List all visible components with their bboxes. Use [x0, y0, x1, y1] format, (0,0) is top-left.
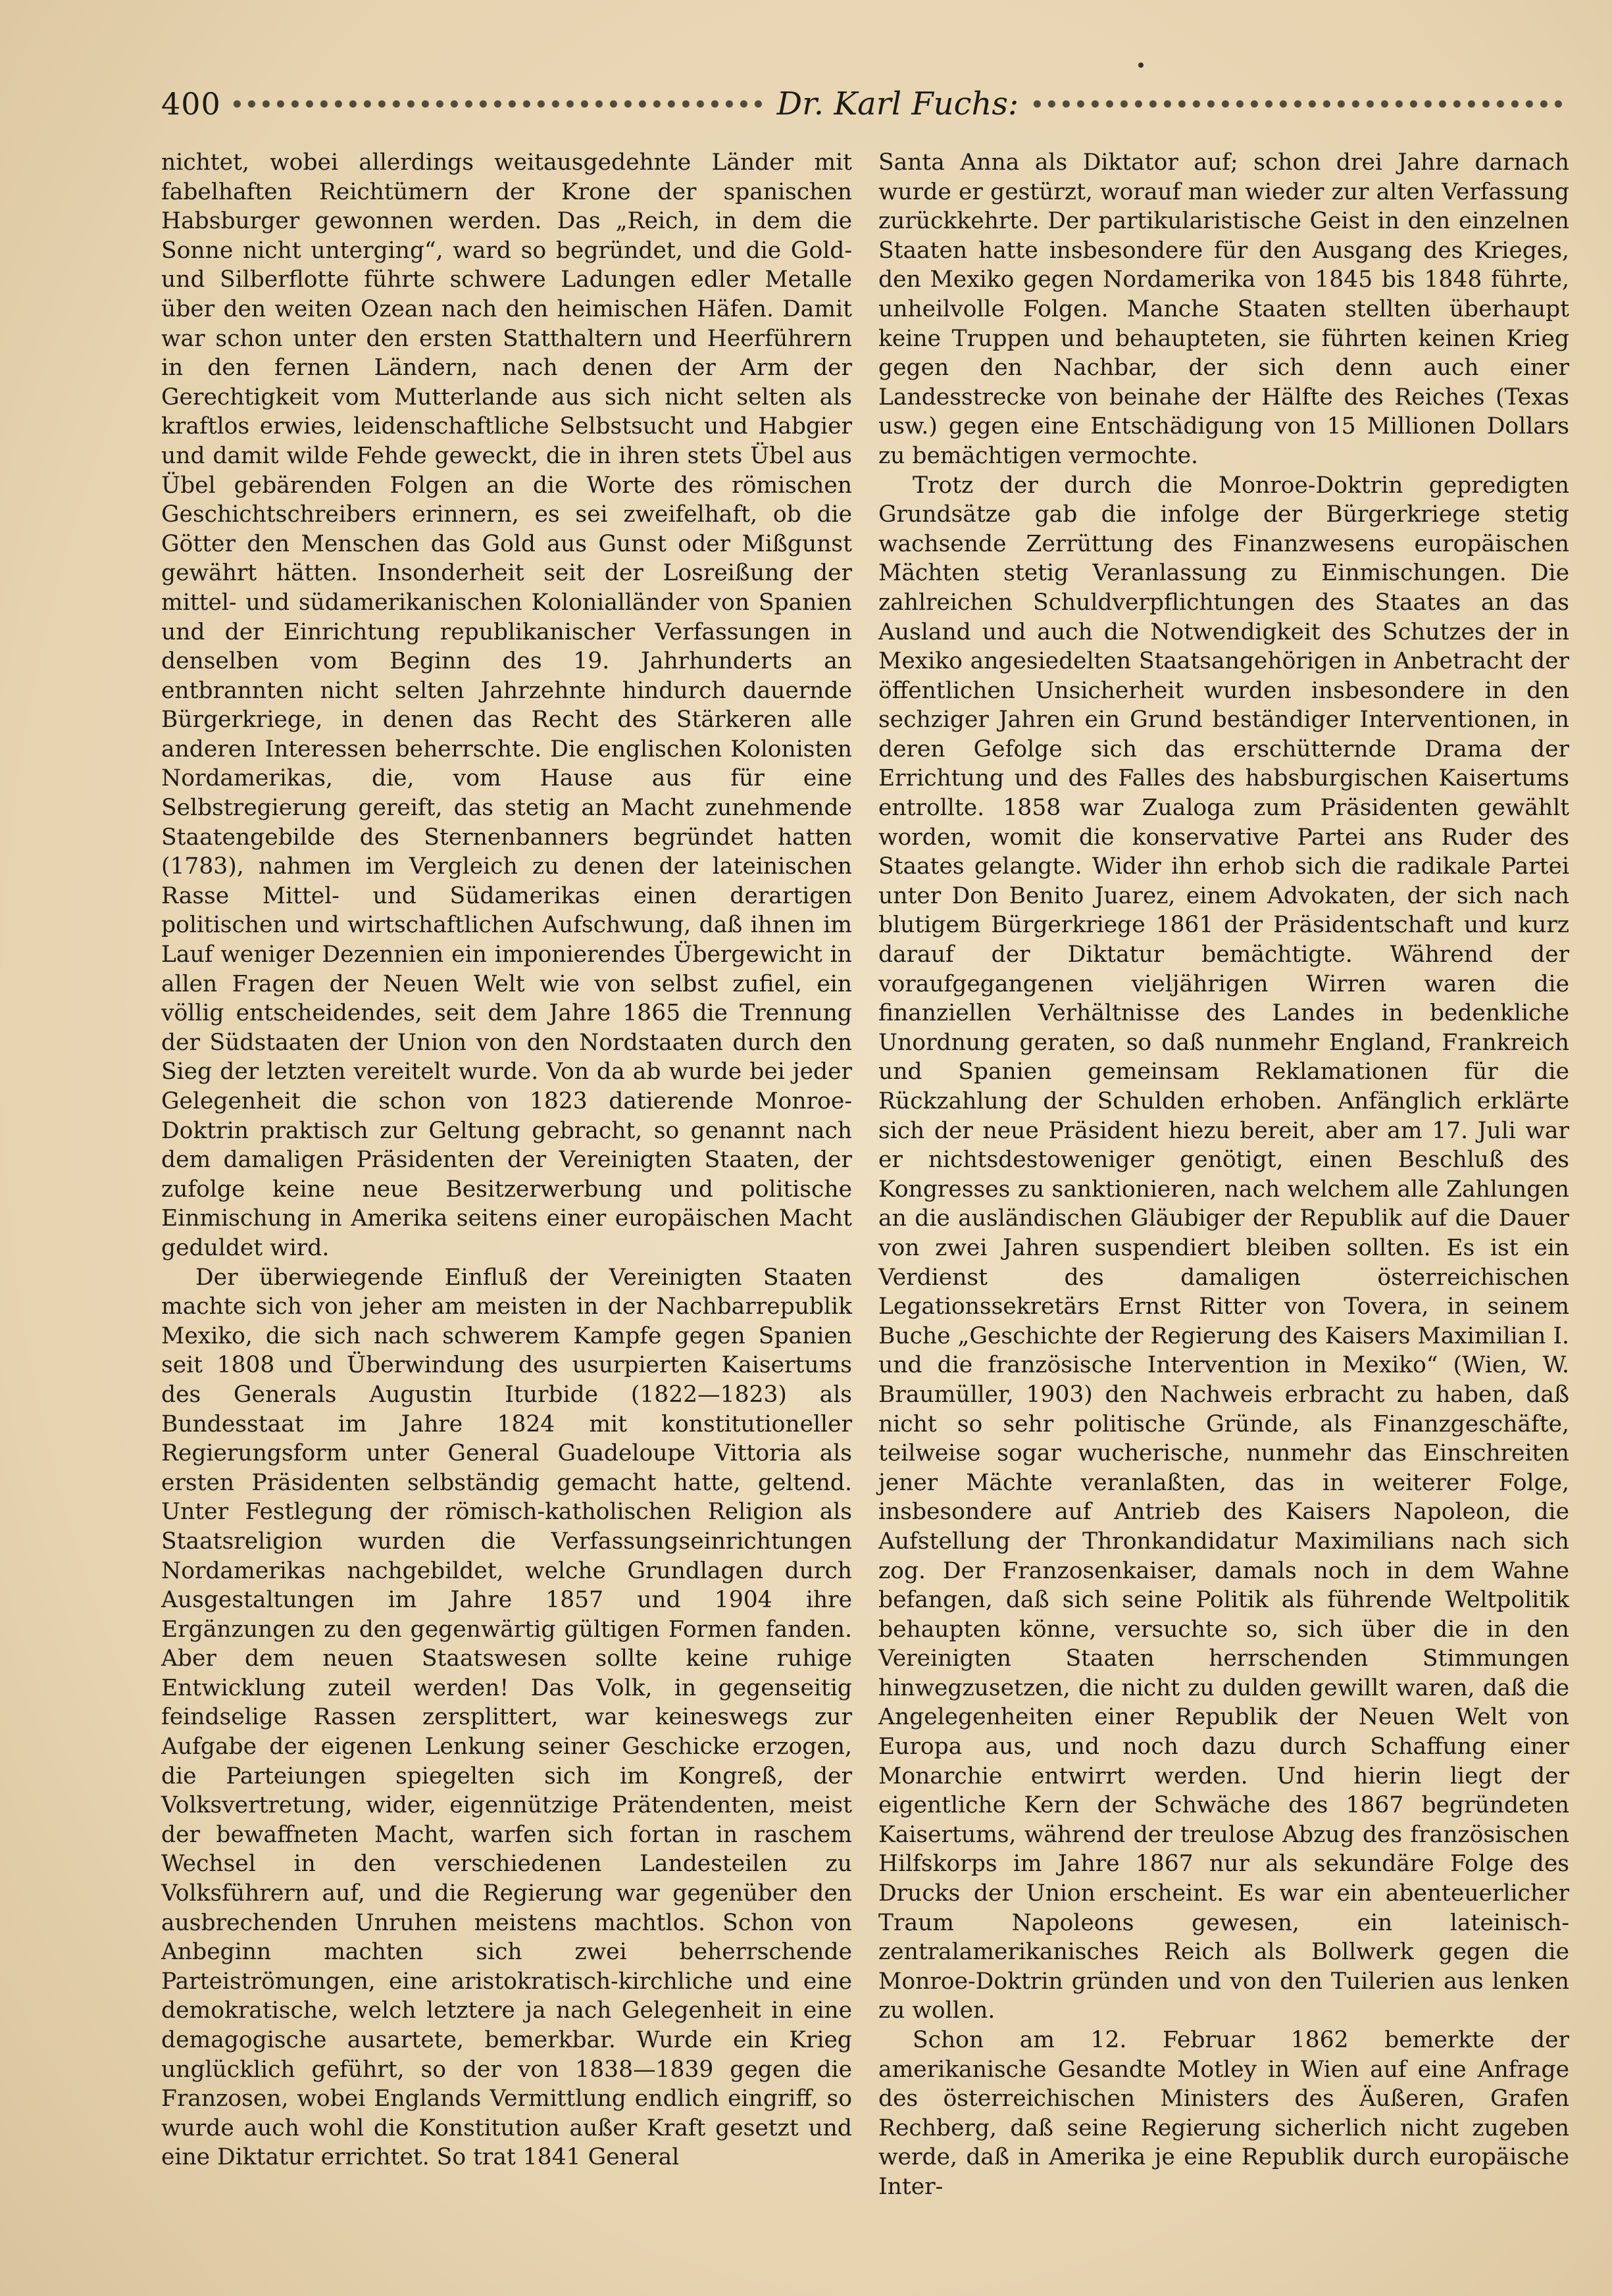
page-header — [161, 84, 1563, 124]
paragraph: Schon am 12. Februar 1862 bemerkte der amerikanische Gesandte Motley in Wien auf eine Anfrage des österreichischen Ministers des Äußeren, Grafen Rechberg, daß seine Regierung sicherlich nicht zugeben werde, daß in Amerika je eine Republik durch europäische Inter- — [878, 2027, 1569, 2200]
paragraph: Santa Anna als Diktator auf; schon drei Jahre darnach wurde er gestürzt, worauf man wieder zur alten Verfassung zurückkehrte. Der partikularistische Geist in den einzelnen Staaten hatte insbesondere für den Ausgang des Krieges, den Mexiko gegen Nordamerika von 1845 bis 1848 führte, unheilvolle Folgen. Manche Staaten stellten überhaupt keine Truppen und behaupteten, sie führten keinen Krieg gegen den Nachbar, der sich denn auch einer Landesstrecke von beinahe der Hälfte des Reiches (Texas usw.) gegen eine Entschädigung von 15 Millionen Dollars zu bemächtigen vermochte. — [878, 149, 1569, 469]
header-ornament-left — [233, 97, 763, 111]
paragraph: Trotz der durch die Monroe-Doktrin gepredigten Grundsätze gab die infolge der Bürgerkriege stetig wachsende Zerrüttung des Finanzwesens europäischen Mächten stetig Veranlassung zu Einmischungen. Die zahlreichen Schuldverpflichtungen des Staates an das Ausland und auch die Notwendigkeit des Schutzes der in Mexiko angesiedelten Staatsangehörigen in Anbetracht der öffentlichen Unsicherheit wurden insbesondere in den sechziger Jahren ein Grund beständiger Interventionen, in deren Gefolge sich das erschütternde Drama der Errichtung und des Falles des habsburgischen Kaisertums entrollte. 1858 war Zualoga zum Präsidenten gewählt worden, womit die konservative Partei ans Ruder des Staates gelangte. Wider ihn erhob sich die radikale Partei unter Don Benito Juarez, einem Advokaten, der sich nach blutigem Bürgerkriege 1861 der Präsidentschaft und kurz darauf der Diktatur bemächtigte. Während der voraufgegangenen vieljährigen Wirren waren die finanziellen Verhältnisse des Landes in bedenkliche Unordnung geraten, so daß nunmehr England, Frankreich und Spanien gemeinsam Reklamationen für die Rückzahlung der Schulden erhoben. Anfänglich erklärte sich der neue Präsident hiezu bereit, aber am 17. Juli war er nichtsdestoweniger genötigt, einen Beschluß des Kongresses zu sanktionieren, nach welchem alle Zahlungen an die ausländischen Gläubiger der Republik auf die Dauer von zwei Jahren suspendiert bleiben sollten. Es ist ein Verdienst des damaligen österreichischen Legationssekretärs Ernst Ritter von Tovera, in seinem Buche „Geschichte der Regierung des Kaisers Maximilian I. und die französische Intervention in Mexiko“ (Wien, W. Braumüller, 1903) den Nachweis erbracht zu haben, daß nicht so sehr politische Gründe, als Finanzgeschäfte, teilweise sogar wucherische, nunmehr das Einschreiten jener Mächte veranlaßten, das in weiterer Folge, insbesondere auf Antrieb des Kaisers Napoleon, die Aufstellung der Thronkandidatur Maximilians nach sich zog. Der Franzosenkaiser, damals noch in dem Wahne befangen, daß sich seine Politik als führende Weltpolitik behaupten könne, versuchte so, sich über die in den Vereinigten Staaten herrschenden Stimmungen hinwegzusetzen, die nicht zu dulden gewillt waren, daß die Angelegenheiten einer Republik der Neuen Welt von Europa aus, und noch dazu durch Schaffung einer Monarchie entwirrt werden. Und hierin liegt der eigentliche Kern der Schwäche des 1867 begründeten Kaisertums, während der treulose Abzug des französischen Hilfskorps im Jahre 1867 nur als sekundäre Folge des Drucks der Union erscheint. Es war ein abenteuerlicher Traum Napoleons gewesen, ein lateinisch-zentralamerikanisches Reich als Bollwerk gegen die Monroe-Doktrin gründen und von den Tuilerien aus lenken zu wollen. — [878, 472, 1569, 2024]
right-column — [878, 148, 1569, 2202]
paragraph: Der überwiegende Einfluß der Vereinigten Staaten machte sich von jeher am meisten in der Nachbarrepublik Mexiko, die sich nach schwerem Kampfe gegen Spanien seit 1808 und Überwindung des usurpierten Kaisertums des Generals Augustin Iturbide (1822—1823) als Bundesstaat im Jahre 1824 mit konstitutioneller Regierungsform unter General Guadeloupe Vittoria als ersten Präsidenten selbständig gemacht hatte, geltend. Unter Festlegung der römisch-katholischen Religion als Staatsreligion wurden die Verfassungseinrichtungen Nordamerikas nachgebildet, welche Grundlagen durch Ausgestaltungen im Jahre 1857 und 1904 ihre Ergänzungen zu den gegenwärtig gültigen Formen fanden. Aber dem neuen Staatswesen sollte keine ruhige Entwicklung zuteil werden! Das Volk, in gegenseitig feindselige Rassen zersplittert, war keineswegs zur Aufgabe der eigenen Lenkung seiner Geschicke erzogen, die Parteiungen spiegelten sich im Kongreß, der Volksvertretung, wider, eigennützige Prätendenten, meist der bewaffneten Macht, warfen sich fortan in raschem Wechsel in den verschiedenen Landesteilen zu Volksführern auf, und die Regierung war gegenüber den ausbrechenden Unruhen meistens machtlos. Schon von Anbeginn machten sich zwei beherrschende Parteiströmungen, eine aristokratisch-kirchliche und eine demokratische, welch letztere ja nach Gelegenheit in eine demagogische ausartete, bemerkbar. Wurde ein Krieg unglücklich geführt, so der von 1838—1839 gegen die Franzosen, wobei Englands Vermittlung endlich eingriff, so wurde auch wohl die Konstitution außer Kraft gesetzt und eine Diktatur errichtet. So trat 1841 General — [161, 1264, 852, 2171]
running-title: Dr. Karl Fuchs: — [776, 86, 1019, 122]
paragraph: nichtet, wobei allerdings weitausgedehnte Länder mit fabelhaften Reichtümern der Krone der spanischen Habsburger gewonnen werden. Das „Reich, in dem die Sonne nicht unterging“, ward so begründet, und die Gold- und Silberflotte führte schwere Ladungen edler Metalle über den weiten Ozean nach den heimischen Häfen. Damit war schon unter den ersten Statthaltern und Heerführern in den fernen Ländern, nach denen der Arm der Gerechtigkeit vom Mutterlande aus sich nicht selten als kraftlos erwies, leidenschaftliche Selbstsucht und Habgier und damit wilde Fehde geweckt, die in ihren stets Übel aus Übel gebärenden Folgen an die Worte des römischen Geschichtschreibers erinnern, es sei zweifelhaft, ob die Götter den Menschen das Gold aus Gunst oder Mißgunst gewährt hätten. Insonderheit seit der Losreißung der mittel- und südamerikanischen Kolonialländer von Spanien und der Einrichtung republikanischer Verfassungen in denselben vom Beginn des 19. Jahrhunderts an entbrannten nicht selten Jahrzehnte hindurch dauernde Bürgerkriege, in denen das Recht des Stärkeren alle anderen Interessen beherrschte. Die englischen Kolonisten Nordamerikas, die, vom Hause aus für eine Selbstregierung gereift, das stetig an Macht zunehmende Staatengebilde des Sternenbanners begründet hatten (1783), nahmen im Vergleich zu denen der lateinischen Rasse Mittel- und Südamerikas einen derartigen politischen und wirtschaftlichen Aufschwung, daß ihnen im Lauf weniger Dezennien ein imponierendes Übergewicht in allen Fragen der Neuen Welt wie von selbst zufiel, ein völlig entscheidendes, seit dem Jahre 1865 die Trennung der Südstaaten der Union von den Nordstaaten durch den Sieg der letzten vereitelt wurde. Von da ab wurde bei jeder Gelegenheit die schon von 1823 datierende Monroe-Doktrin praktisch zur Geltung gebracht, so genannt nach dem damaligen Präsidenten der Vereinigten Staaten, der zufolge keine neue Besitzerwerbung und politische Einmischung in Amerika seitens einer europäischen Macht geduldet wird. — [161, 149, 852, 1261]
page-number: 400 — [161, 86, 221, 122]
header-ornament-right — [1033, 97, 1563, 111]
left-column — [161, 148, 852, 2172]
ink-speck — [1138, 62, 1144, 68]
